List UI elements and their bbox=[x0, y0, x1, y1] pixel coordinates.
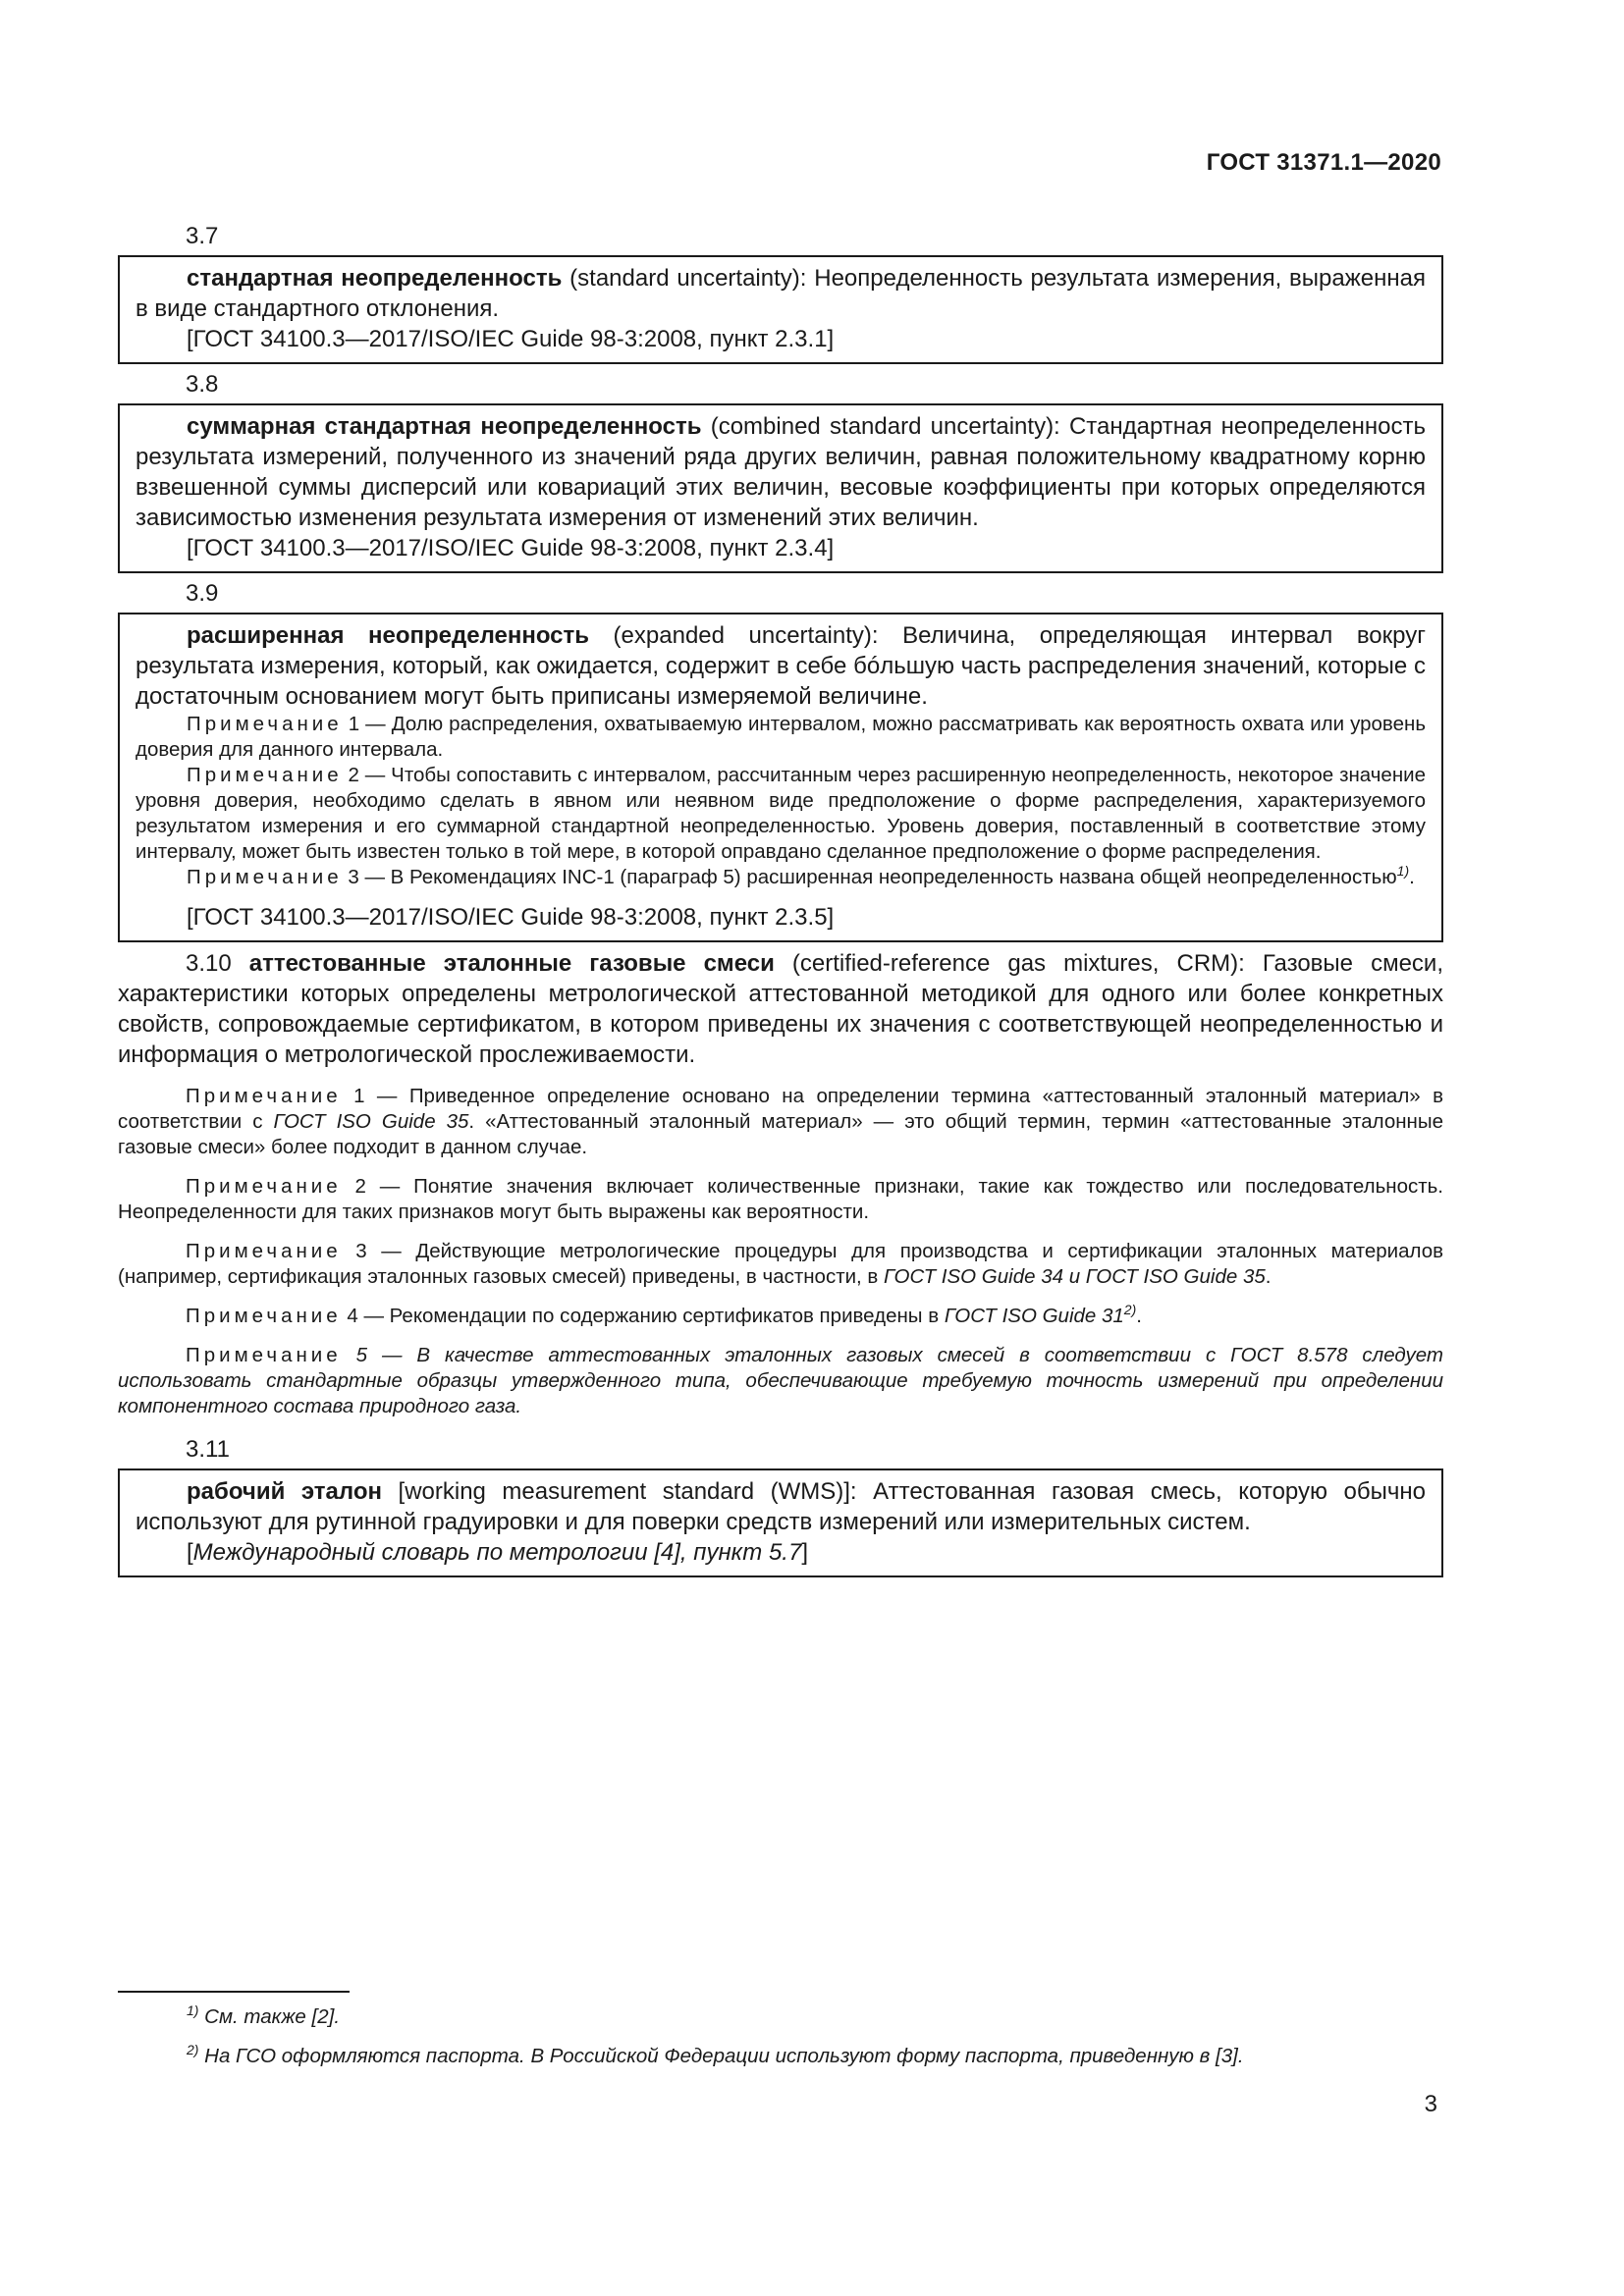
term-name: рабочий эталон bbox=[187, 1478, 382, 1505]
note-5 bbox=[118, 1343, 1443, 1419]
note-text: . bbox=[1265, 1265, 1272, 1288]
term-name: аттестованные эталонные газовые смеси bbox=[248, 950, 775, 977]
note-3 bbox=[118, 1239, 1443, 1290]
note-text: 2 — Понятие значения включает количественные признаки, такие как тождество или последовательность. Неопределенности для таких признаков могут быть выражены как вероятности. bbox=[118, 1175, 1443, 1223]
note-text: 2 — Чтобы сопоставить с интервалом, рассчитанным через расширенную неопределенность, некоторое значение уровня доверия, необходимо сделать в явном или неявном виде предположение о форме распределения, характеризуемого результатом измерения и его суммарной стандартной неопределенностью. Уровень доверия, поставленный в соответствие этому интервалу, может быть известен только в той мере, в которой оправдано сделанное предположение о форме распределения. bbox=[135, 764, 1426, 863]
term-number-3-11: 3.11 bbox=[186, 1436, 230, 1463]
note-label: Примечание bbox=[186, 1305, 342, 1327]
term-number-3-7: 3.7 bbox=[186, 223, 219, 249]
footnote-separator bbox=[118, 1991, 350, 1993]
term-box-3-9 bbox=[118, 613, 1443, 942]
note-4 bbox=[118, 1304, 1443, 1329]
note-3 bbox=[135, 865, 1426, 890]
terms-section bbox=[118, 222, 1443, 1583]
standard-reference: ГОСТ ISO Guide 31 bbox=[944, 1305, 1124, 1327]
note-text: 3 — В Рекомендациях INC-1 (параграф 5) расширенная неопределенность названа общей неопределенностью bbox=[342, 866, 1397, 888]
term-3-10 bbox=[118, 948, 1443, 1070]
note-text: 3 — Действующие метрологические процедуры для производства и сертификации эталонных материалов (например, сертификация эталонных газовых смесей) приведены, в частности, в bbox=[118, 1240, 1443, 1288]
note-label: Примечание bbox=[186, 1085, 342, 1107]
term-definition-text: (combined standard uncertainty): Стандартная неопределенность результата измерений, полученного из значений ряда других величин, равная положительному квадратному корню взвешенной суммы дисперсий или ковариаций этих величин, весовые коэффициенты при которых определяются зависимостью изменения результата измерения от изменений этих величин. bbox=[135, 413, 1427, 531]
term-name: стандартная неопределенность bbox=[187, 265, 563, 292]
term-name: суммарная стандартная неопределенность bbox=[187, 413, 702, 440]
footnote-mark: 1) bbox=[187, 2002, 199, 2019]
note-label: Примечание bbox=[186, 1344, 342, 1366]
footnotes bbox=[187, 2004, 1453, 2083]
note-text: 5 — В качестве аттестованных эталонных газовых смесей в соответствии с ГОСТ 8.578 следует использовать стандартные образцы утвержденного типа, обеспечивающие требуемую точность измерений при определении компонентного состава природного газа. bbox=[118, 1344, 1443, 1417]
note-1 bbox=[135, 712, 1426, 763]
term-box-3-11 bbox=[118, 1468, 1443, 1577]
term-definition-3-11 bbox=[135, 1476, 1426, 1537]
note-2 bbox=[135, 763, 1426, 865]
footnote-mark: 2) bbox=[187, 2042, 199, 2058]
term-definition-3-7 bbox=[135, 263, 1426, 324]
note-label: Примечание bbox=[186, 1175, 342, 1198]
note-text: 1 — Приведенное определение основано на определении термина «аттестованный эталонный материал» в соответствии с bbox=[118, 1085, 1443, 1133]
footnote-ref[interactable]: 1) bbox=[1396, 863, 1410, 880]
term-definition-3-8 bbox=[135, 411, 1426, 533]
note-label: Примечание bbox=[187, 764, 343, 786]
term-definition-text: [working measurement standard (WMS)]: Аттестованная газовая смесь, которую обычно используют для рутинной градуировки и для поверки средств измерений или измерительных систем. bbox=[135, 1478, 1426, 1535]
term-number-3-8: 3.8 bbox=[186, 371, 219, 398]
note-label: Примечание bbox=[187, 713, 343, 735]
footnote-text: См. также [2]. bbox=[198, 2005, 341, 2028]
note-1 bbox=[118, 1084, 1443, 1160]
note-label: Примечание bbox=[186, 1240, 342, 1262]
term-definition-text: (expanded uncertainty): Величина, определяющая интервал вокруг результата измерения, который, как ожидается, содержит в себе бóльшую часть распределения значений, которые с достаточным основанием могут быть приписаны измеряемой величине. bbox=[135, 622, 1426, 710]
note-text: 1 — Долю распределения, охватываемую интервалом, можно рассматривать как вероятность охвата или уровень доверия для данного интервала. bbox=[135, 713, 1426, 761]
term-name: расширенная неопределенность bbox=[187, 622, 590, 649]
document-header: ГОСТ 31371.1—2020 bbox=[1206, 149, 1441, 176]
footnote-ref[interactable]: 2) bbox=[1123, 1302, 1137, 1318]
term-source: [ГОСТ 34100.3—2017/ISO/IEC Guide 98-3:2008, пункт 2.3.4] bbox=[187, 535, 835, 561]
term-box-3-8 bbox=[118, 403, 1443, 573]
page-number: 3 bbox=[1424, 2091, 1437, 2117]
term-definition-text: (standard uncertainty): Неопределенность результата измерения, выраженная в виде стандартного отклонения. bbox=[135, 265, 1426, 322]
term-definition-3-9 bbox=[135, 620, 1426, 712]
note-2 bbox=[118, 1174, 1443, 1225]
term-source bbox=[135, 1537, 1426, 1568]
source-title: Международный словарь по метрологии [4], пункт 5.7 bbox=[192, 1539, 802, 1566]
term-number-3-10: 3.10 bbox=[186, 950, 232, 977]
standard-reference: ГОСТ ISO Guide 35 bbox=[273, 1110, 469, 1133]
note-label: Примечание bbox=[187, 866, 343, 888]
note-tail: . bbox=[1409, 866, 1415, 888]
note-text: 4 — Рекомендации по содержанию сертификатов приведены в bbox=[341, 1305, 945, 1327]
footnote-2 bbox=[187, 2044, 1453, 2069]
footnote-1 bbox=[187, 2004, 1453, 2030]
bracket: ] bbox=[801, 1539, 808, 1566]
term-definition-text: (certified-reference gas mixtures, CRM): Газовые смеси, характеристики которых определены метрологической аттестованной методикой для одного или более конкретных свойств, сопровождаемые сертификатом, в котором приведены их значения с соответствующей неопределенностью и информация о метрологической прослеживаемости. bbox=[118, 950, 1443, 1068]
term-box-3-7 bbox=[118, 255, 1443, 364]
bracket: [ bbox=[187, 1539, 193, 1566]
note-text: . «Аттестованный эталонный материал» — это общий термин, термин «аттестованные эталонные газовые смеси» более подходит в данном случае. bbox=[118, 1110, 1443, 1158]
footnote-text: На ГСО оформляются паспорта. В Российской Федерации используют форму паспорта, приведенную в [3]. bbox=[198, 2045, 1244, 2067]
term-source: [ГОСТ 34100.3—2017/ISO/IEC Guide 98-3:2008, пункт 2.3.5] bbox=[187, 904, 835, 931]
note-text: . bbox=[1136, 1305, 1142, 1327]
term-number-3-9: 3.9 bbox=[186, 580, 219, 607]
term-source: [ГОСТ 34100.3—2017/ISO/IEC Guide 98-3:2008, пункт 2.3.1] bbox=[187, 326, 835, 352]
standard-reference: ГОСТ ISO Guide 34 и ГОСТ ISO Guide 35 bbox=[884, 1265, 1266, 1288]
